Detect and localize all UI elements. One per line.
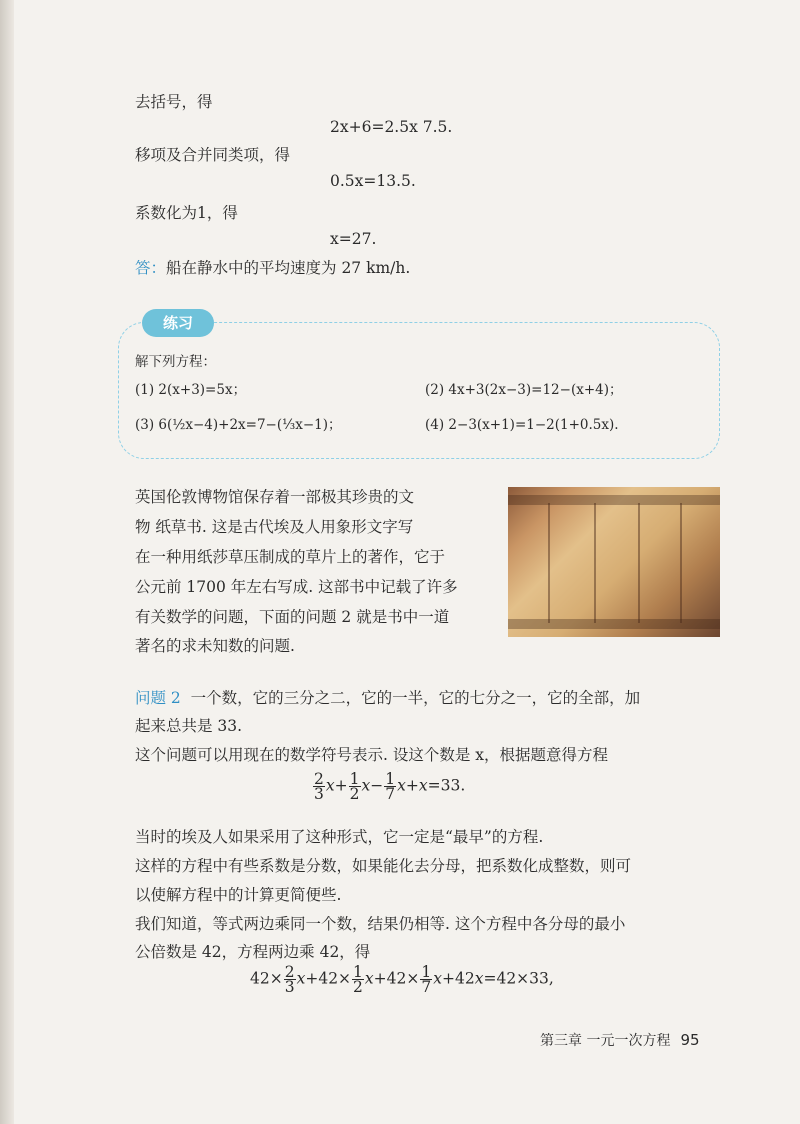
chapter-title: 第三章 一元一次方程 [540,1033,671,1049]
papyrus-line-4: 公元前 1700 年左右写成. 这部书中记载了许多 [135,578,458,596]
papyrus-line-3: 在一种用纸莎草压制成的草片上的著作，它于 [135,548,446,566]
problem2-line-4: 当时的埃及人如果采用了这种形式，它一定是“最早”的方程. [135,828,544,846]
problem2-line-7: 我们知道，等式两边乘同一个数，结果仍相等. 这个方程中各分母的最小 [135,915,626,933]
papyrus-line-5: 有关数学的问题，下面的问题 2 就是书中一道 [135,608,450,626]
papyrus-line-1: 英国伦敦博物馆保存着一部极其珍贵的文 [135,488,415,506]
papyrus-line-6: 著名的求未知数的问题. [135,637,295,655]
photo-column-mark [680,503,682,623]
step2-text: 移项及合并同类项，得 [135,146,291,164]
photo-band-top [508,495,720,505]
step3-equation: x=27. [330,230,377,248]
step2-equation: 0.5x=13.5. [330,172,416,190]
answer-line [135,258,410,278]
practice-item-1: (1) 2(x+3)=5x； [135,382,247,398]
problem2-line-8: 公倍数是 42，方程两边乘 42，得 [135,943,371,961]
problem2-label: 问题 2 [135,689,181,707]
page-number: 95 [680,1031,700,1049]
practice-item-3: (3) 6(½x−4)+2x=7−(⅓x−1)； [135,417,342,433]
practice-instruction: 解下列方程： [135,354,216,370]
papyrus-photo [508,487,720,637]
answer-label: 答： [135,259,167,277]
problem2-line-6: 以使解方程中的计算更简便些. [135,886,342,904]
step1-equation: 2x+6=2.5x 7.5. [330,118,453,136]
practice-item-2: (2) 4x+3(2x−3)=12−(x+4)； [425,382,623,398]
answer-text: 船在静水中的平均速度为 27 km/h. [166,259,411,277]
photo-column-mark [638,503,640,623]
step1-text: 去括号，得 [135,93,213,111]
page-footer [540,1030,700,1050]
photo-band-bottom [508,619,720,629]
problem2-line-3: 这个问题可以用现在的数学符号表示. 设这个数是 x，根据题意得方程 [135,746,609,764]
practice-tag: 练习 [142,309,214,337]
photo-column-mark [548,503,550,623]
problem2-text: 一个数，它的三分之二，它的一半，它的七分之一，它的全部，加 [190,689,641,707]
multiplied-equation: 42× $\frac{2}{3}$ x+42× $\frac{1}{2}$ x+42× $\frac{1}{7}$ x+42x=42×33, [250,963,554,996]
papyrus-line-2: 物 纸草书. 这是古代埃及人用象形文字写 [135,518,414,536]
photo-column-mark [594,503,596,623]
problem2-line-5: 这样的方程中有些系数是分数，如果能化去分母，把系数化成整数，则可 [135,857,632,875]
problem2-line-2: 起来总共是 33. [135,717,243,735]
page-binding-shadow [0,0,14,1124]
egyptian-equation: $\frac{2}{3}$ x+ $\frac{1}{2}$ x− $\frac{1}{7}$ x+x=33. [314,770,466,803]
problem2-line-1 [135,688,640,708]
practice-item-4: (4) 2−3(x+1)=1−2(1+0.5x). [425,417,619,433]
step3-text: 系数化为1，得 [135,204,238,222]
